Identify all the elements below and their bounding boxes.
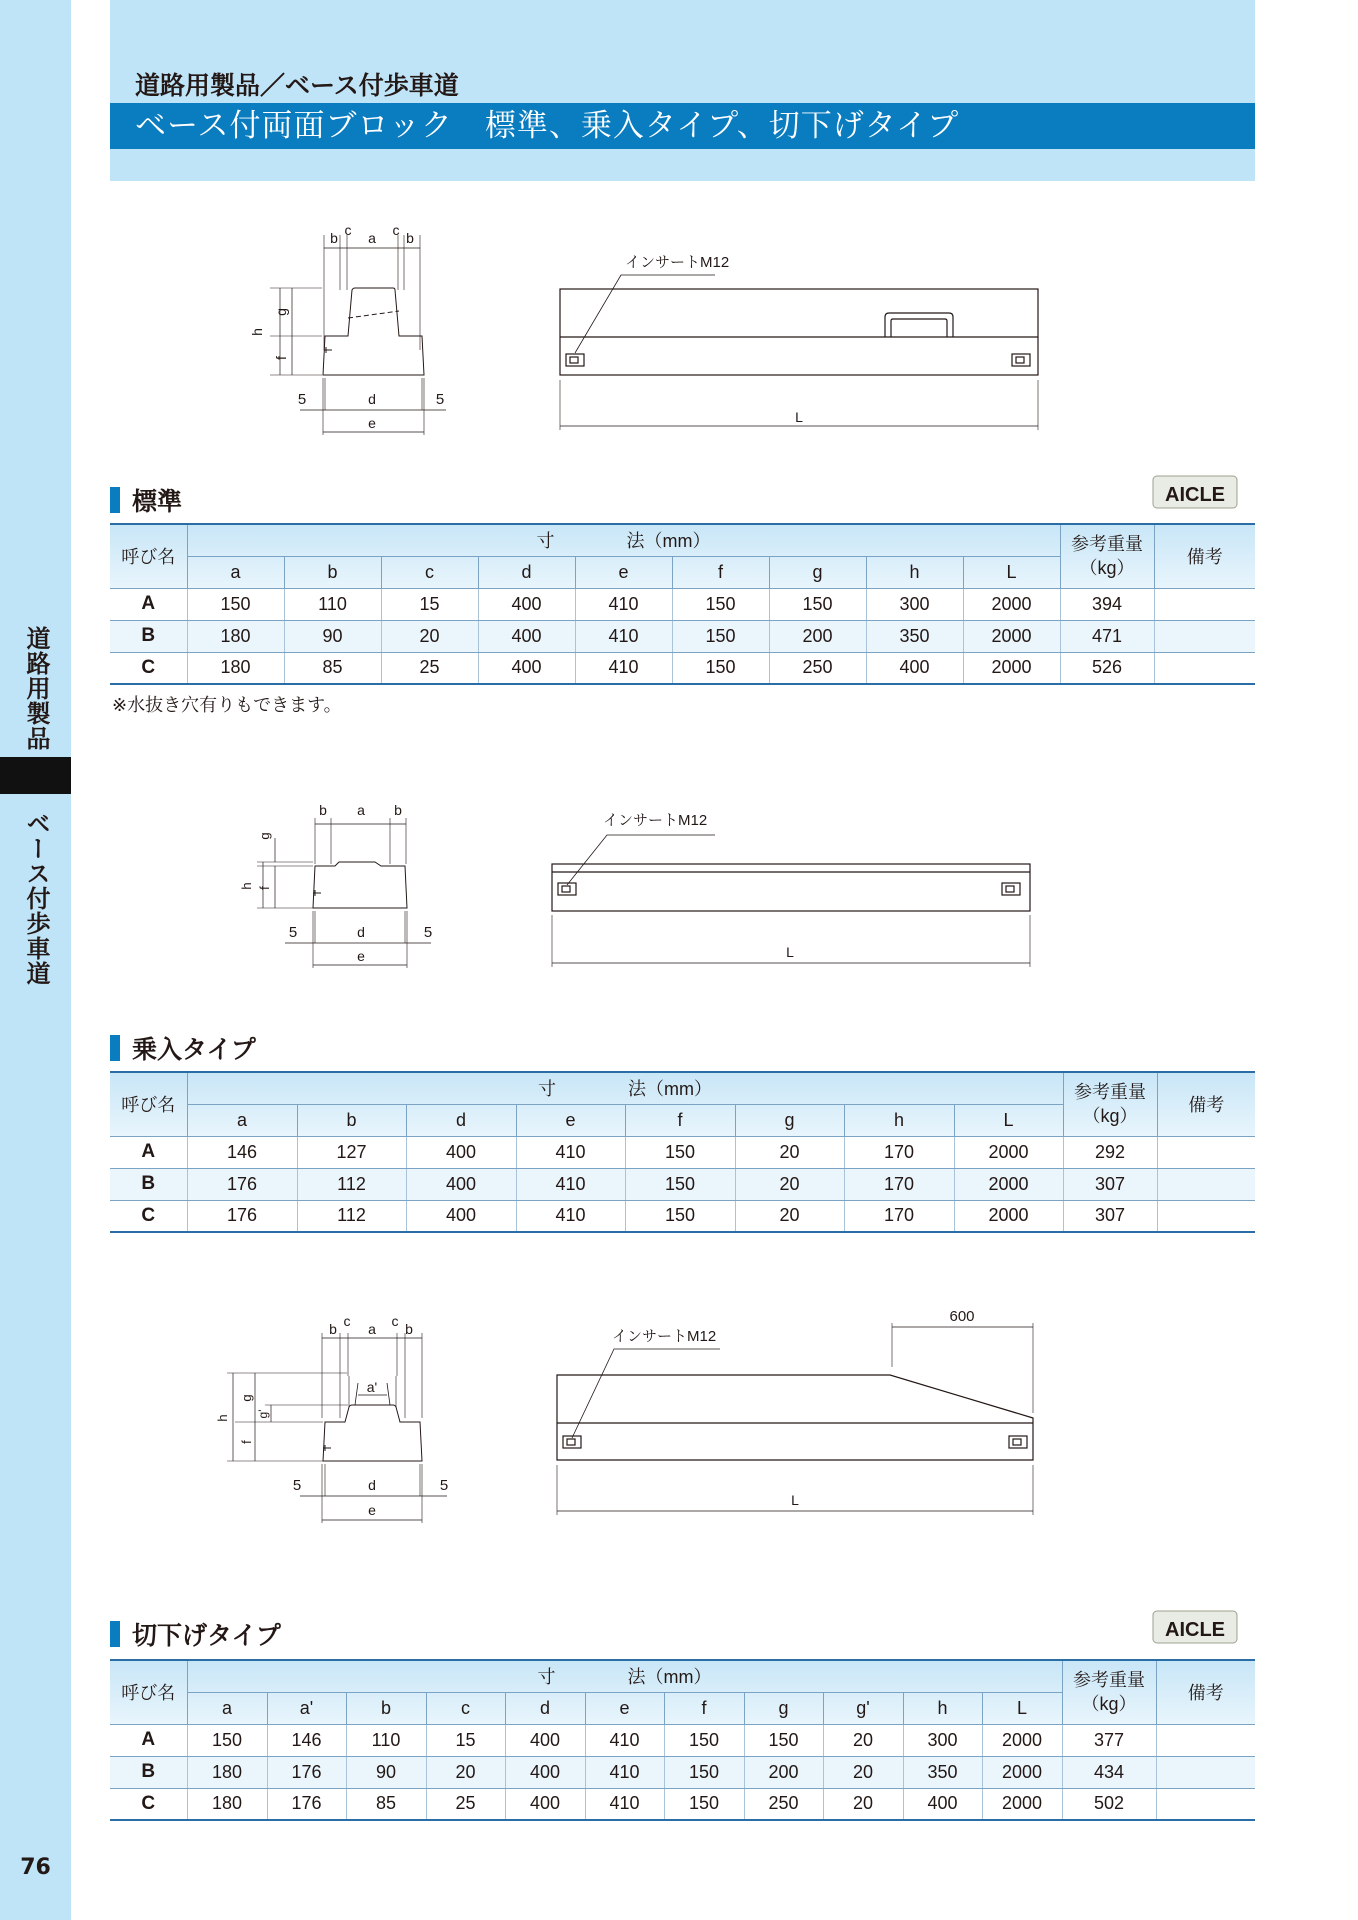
- dim-label-d: d: [368, 391, 376, 407]
- cell: 2000: [963, 652, 1060, 684]
- dim-label-c: c: [344, 222, 352, 238]
- header-name: 呼び名: [110, 1072, 187, 1136]
- cell: 127: [297, 1136, 406, 1168]
- cell: 15: [381, 588, 478, 620]
- side-divider: [0, 757, 71, 794]
- table-row: [110, 620, 1255, 652]
- cell: 150: [769, 588, 866, 620]
- col-header: d: [478, 556, 575, 588]
- section-marker: [110, 1621, 120, 1647]
- ridein-spec-table: [110, 1071, 1255, 1233]
- header-notes: 備考: [1154, 524, 1255, 588]
- cell: 200: [744, 1756, 823, 1788]
- ridein-section-drawing: [235, 798, 455, 973]
- cell: 200: [769, 620, 866, 652]
- weight-cell: 307: [1063, 1200, 1157, 1232]
- cell: 170: [844, 1200, 954, 1232]
- cell: 110: [346, 1724, 426, 1756]
- cell: 400: [478, 588, 575, 620]
- cell: 150: [672, 652, 769, 684]
- table-row: [110, 1168, 1255, 1200]
- cell: 410: [575, 588, 672, 620]
- dim-label-c2: c: [391, 1313, 399, 1329]
- notes-cell: [1157, 1136, 1255, 1168]
- cell: 2000: [982, 1756, 1062, 1788]
- cutdown-section-drawing: [215, 1308, 455, 1528]
- cell: 150: [664, 1788, 744, 1820]
- weight-cell: 526: [1060, 652, 1154, 684]
- row-name: B: [110, 1168, 187, 1200]
- cell: 20: [426, 1756, 505, 1788]
- header-weight: 参考重量 （kg）: [1062, 1660, 1156, 1724]
- table-row: [110, 1788, 1255, 1820]
- notes-cell: [1156, 1788, 1255, 1820]
- col-header: L: [982, 1692, 1062, 1724]
- cell: 112: [297, 1200, 406, 1232]
- header-dimensions: 寸 法（mm）: [187, 1072, 1063, 1104]
- row-name: B: [110, 1756, 187, 1788]
- breadcrumb: 道路用製品／ベース付歩車道: [135, 71, 459, 100]
- dim-label-f: f: [257, 886, 272, 890]
- col-header: g: [744, 1692, 823, 1724]
- dim-label-c2: c: [392, 222, 400, 238]
- block-outline: [323, 1405, 422, 1461]
- cell: 400: [478, 620, 575, 652]
- notes-cell: [1154, 620, 1255, 652]
- cell: 85: [346, 1788, 426, 1820]
- cell: 150: [625, 1136, 735, 1168]
- cell: 20: [735, 1168, 844, 1200]
- weight-cell: 292: [1063, 1136, 1157, 1168]
- table-row: [110, 1756, 1255, 1788]
- dim-label-d: d: [368, 1477, 376, 1493]
- cell: 410: [585, 1724, 664, 1756]
- section-marker: [110, 487, 120, 513]
- col-header: a: [187, 556, 284, 588]
- ridein-side-drawing: [545, 805, 1045, 970]
- standard-section-drawing: [240, 210, 460, 440]
- col-header: h: [866, 556, 963, 588]
- row-name: A: [110, 1136, 187, 1168]
- header-weight: 参考重量 （kg）: [1063, 1072, 1157, 1136]
- dim-label-a: a: [368, 1321, 376, 1337]
- cell: 176: [267, 1756, 346, 1788]
- table-row: [110, 588, 1255, 620]
- dim-label-a-prime: a': [366, 1379, 378, 1395]
- dim-label-5b: 5: [439, 1477, 449, 1494]
- side-subcategory-label: ベース付歩車道: [22, 810, 50, 986]
- col-header: L: [954, 1104, 1063, 1136]
- section-heading-ridein: [110, 1033, 256, 1063]
- cell: 170: [844, 1136, 954, 1168]
- cell: 20: [735, 1200, 844, 1232]
- cell: 350: [903, 1756, 982, 1788]
- dim-label-b2: b: [405, 1321, 413, 1337]
- notes-cell: [1154, 588, 1255, 620]
- notes-cell: [1157, 1200, 1255, 1232]
- block-outline: [313, 862, 407, 908]
- cell: 150: [744, 1724, 823, 1756]
- row-name: A: [110, 1724, 187, 1756]
- aicle-logo-text: AICLE: [1165, 1619, 1225, 1641]
- cell: 150: [664, 1724, 744, 1756]
- dim-label-h: h: [239, 882, 254, 890]
- section-marker: [110, 1035, 120, 1061]
- weight-cell: 377: [1062, 1724, 1156, 1756]
- section-title: 切下げタイプ: [132, 1621, 281, 1650]
- cell: 150: [625, 1200, 735, 1232]
- cell: 2000: [963, 620, 1060, 652]
- cell: 20: [823, 1724, 903, 1756]
- col-header: d: [406, 1104, 516, 1136]
- row-name: A: [110, 588, 187, 620]
- dim-label-c: c: [343, 1313, 351, 1329]
- table-row: [110, 1136, 1255, 1168]
- cell: 400: [478, 652, 575, 684]
- header-dimensions: 寸 法（mm）: [187, 1660, 1062, 1692]
- cell: 400: [903, 1788, 982, 1820]
- cell: 2000: [982, 1724, 1062, 1756]
- cutdown-side-drawing: [550, 1305, 1050, 1525]
- side-category-label: 道路用製品: [22, 625, 50, 751]
- cell: 180: [187, 620, 284, 652]
- cell: 146: [267, 1724, 346, 1756]
- col-header: e: [516, 1104, 625, 1136]
- dim-label-g: g: [273, 308, 289, 316]
- dim-label-5: 5: [288, 924, 298, 941]
- col-header: L: [963, 556, 1060, 588]
- row-name: C: [110, 652, 187, 684]
- col-header: e: [575, 556, 672, 588]
- cell: 400: [406, 1200, 516, 1232]
- cell: 20: [381, 620, 478, 652]
- insert-label: インサートM12: [625, 254, 730, 271]
- dim-label-f: f: [273, 356, 289, 360]
- row-name: B: [110, 620, 187, 652]
- col-header: b: [284, 556, 381, 588]
- header-notes: 備考: [1157, 1072, 1255, 1136]
- row-name: C: [110, 1200, 187, 1232]
- dim-label-5b: 5: [435, 391, 445, 408]
- cell: 410: [575, 652, 672, 684]
- dim-label-5: 5: [292, 1477, 302, 1494]
- col-header: h: [844, 1104, 954, 1136]
- cell: 15: [426, 1724, 505, 1756]
- cell: 90: [346, 1756, 426, 1788]
- table-row: [110, 1200, 1255, 1232]
- cell: 400: [406, 1168, 516, 1200]
- header-weight: 参考重量 （kg）: [1060, 524, 1154, 588]
- cell: 20: [735, 1136, 844, 1168]
- dim-label-e: e: [368, 1502, 376, 1518]
- aicle-logo: [1152, 1605, 1238, 1649]
- cell: 400: [505, 1756, 585, 1788]
- cell: 150: [187, 588, 284, 620]
- page-number: 76: [20, 1855, 51, 1880]
- dim-label-L: L: [791, 1492, 799, 1508]
- header-dimensions: 寸 法（mm）: [187, 524, 1060, 556]
- col-header: f: [672, 556, 769, 588]
- dim-label-d: d: [357, 924, 365, 940]
- dim-label-b2: b: [394, 802, 402, 818]
- cell: 250: [769, 652, 866, 684]
- cell: 176: [187, 1200, 297, 1232]
- weight-cell: 434: [1062, 1756, 1156, 1788]
- col-header: g: [735, 1104, 844, 1136]
- dim-label-a: a: [357, 802, 365, 818]
- cell: 300: [866, 588, 963, 620]
- dim-label-L: L: [786, 944, 794, 960]
- insert-label: インサートM12: [612, 1328, 717, 1345]
- cell: 146: [187, 1136, 297, 1168]
- col-header: h: [903, 1692, 982, 1724]
- cell: 180: [187, 1788, 267, 1820]
- cell: 20: [823, 1788, 903, 1820]
- cell: 410: [575, 620, 672, 652]
- col-header: g': [823, 1692, 903, 1724]
- dim-label-g-prime: g': [256, 1409, 270, 1419]
- col-header: a': [267, 1692, 346, 1724]
- weight-cell: 307: [1063, 1168, 1157, 1200]
- cell: 400: [505, 1724, 585, 1756]
- insert-label: インサートM12: [603, 812, 708, 829]
- dim-label-b: b: [330, 230, 338, 246]
- cell: 410: [516, 1200, 625, 1232]
- cell: 2000: [954, 1168, 1063, 1200]
- dim-label-g: g: [239, 1394, 254, 1402]
- cell: 176: [187, 1168, 297, 1200]
- notes-cell: [1156, 1756, 1255, 1788]
- header-notes: 備考: [1156, 1660, 1255, 1724]
- dim-label-5: 5: [297, 391, 307, 408]
- section-heading-standard: [110, 485, 182, 515]
- col-header: g: [769, 556, 866, 588]
- dim-label-b: b: [329, 1321, 337, 1337]
- notes-cell: [1154, 652, 1255, 684]
- dim-label-f: f: [239, 1440, 254, 1444]
- dim-label-b: b: [319, 802, 327, 818]
- dim-label-a: a: [368, 230, 376, 246]
- cell: 400: [505, 1788, 585, 1820]
- cell: 250: [744, 1788, 823, 1820]
- cell: 20: [823, 1756, 903, 1788]
- cell: 180: [187, 1756, 267, 1788]
- cell: 180: [187, 652, 284, 684]
- cell: 150: [672, 588, 769, 620]
- col-header: b: [297, 1104, 406, 1136]
- cell: 410: [516, 1168, 625, 1200]
- dim-label-h: h: [215, 1414, 230, 1422]
- dim-label-e: e: [357, 948, 365, 964]
- cell: 2000: [963, 588, 1060, 620]
- header-name: 呼び名: [110, 1660, 187, 1724]
- col-header: c: [426, 1692, 505, 1724]
- weight-cell: 471: [1060, 620, 1154, 652]
- cell: 25: [381, 652, 478, 684]
- cell: 112: [297, 1168, 406, 1200]
- cell: 150: [187, 1724, 267, 1756]
- section-title: 乗入タイプ: [132, 1035, 256, 1064]
- cutdown-spec-table: [110, 1659, 1255, 1821]
- cell: 410: [516, 1136, 625, 1168]
- cell: 2000: [954, 1136, 1063, 1168]
- cell: 2000: [982, 1788, 1062, 1820]
- col-header: f: [664, 1692, 744, 1724]
- cell: 150: [664, 1756, 744, 1788]
- col-header: e: [585, 1692, 664, 1724]
- aicle-logo-text: AICLE: [1165, 484, 1225, 506]
- col-header: a: [187, 1104, 297, 1136]
- notes-cell: [1156, 1724, 1255, 1756]
- col-header: d: [505, 1692, 585, 1724]
- standard-note: ※水抜き穴有りもできます。: [112, 695, 342, 716]
- dim-label-b2: b: [406, 230, 414, 246]
- standard-spec-table: [110, 523, 1255, 685]
- cell: 150: [625, 1168, 735, 1200]
- col-header: c: [381, 556, 478, 588]
- dim-label-h: h: [249, 328, 265, 336]
- notes-cell: [1157, 1168, 1255, 1200]
- cell: 150: [672, 620, 769, 652]
- cell: 170: [844, 1168, 954, 1200]
- cell: 2000: [954, 1200, 1063, 1232]
- section-heading-cutdown: [110, 1619, 281, 1649]
- standard-side-drawing: [555, 245, 1055, 435]
- cell: 176: [267, 1788, 346, 1820]
- cell: 85: [284, 652, 381, 684]
- cell: 410: [585, 1756, 664, 1788]
- table-row: [110, 652, 1255, 684]
- cell: 410: [585, 1788, 664, 1820]
- block-outline: [323, 288, 424, 375]
- header-name: 呼び名: [110, 524, 187, 588]
- dim-label-5b: 5: [423, 924, 433, 941]
- cell: 400: [406, 1136, 516, 1168]
- cell: 25: [426, 1788, 505, 1820]
- cell: 110: [284, 588, 381, 620]
- row-name: C: [110, 1788, 187, 1820]
- table-row: [110, 1724, 1255, 1756]
- cut-length-label: 600: [949, 1308, 975, 1325]
- weight-cell: 502: [1062, 1788, 1156, 1820]
- cell: 400: [866, 652, 963, 684]
- page-title: ベース付両面ブロック 標準、乗入タイプ、切下げタイプ: [135, 108, 960, 144]
- weight-cell: 394: [1060, 588, 1154, 620]
- cell: 350: [866, 620, 963, 652]
- col-header: a: [187, 1692, 267, 1724]
- cell: 90: [284, 620, 381, 652]
- dim-label-g: g: [257, 832, 272, 840]
- cell: 300: [903, 1724, 982, 1756]
- col-header: f: [625, 1104, 735, 1136]
- section-title: 標準: [132, 487, 183, 516]
- aicle-logo: [1152, 470, 1238, 514]
- dim-label-L: L: [795, 409, 803, 425]
- dim-label-e: e: [368, 415, 376, 431]
- col-header: b: [346, 1692, 426, 1724]
